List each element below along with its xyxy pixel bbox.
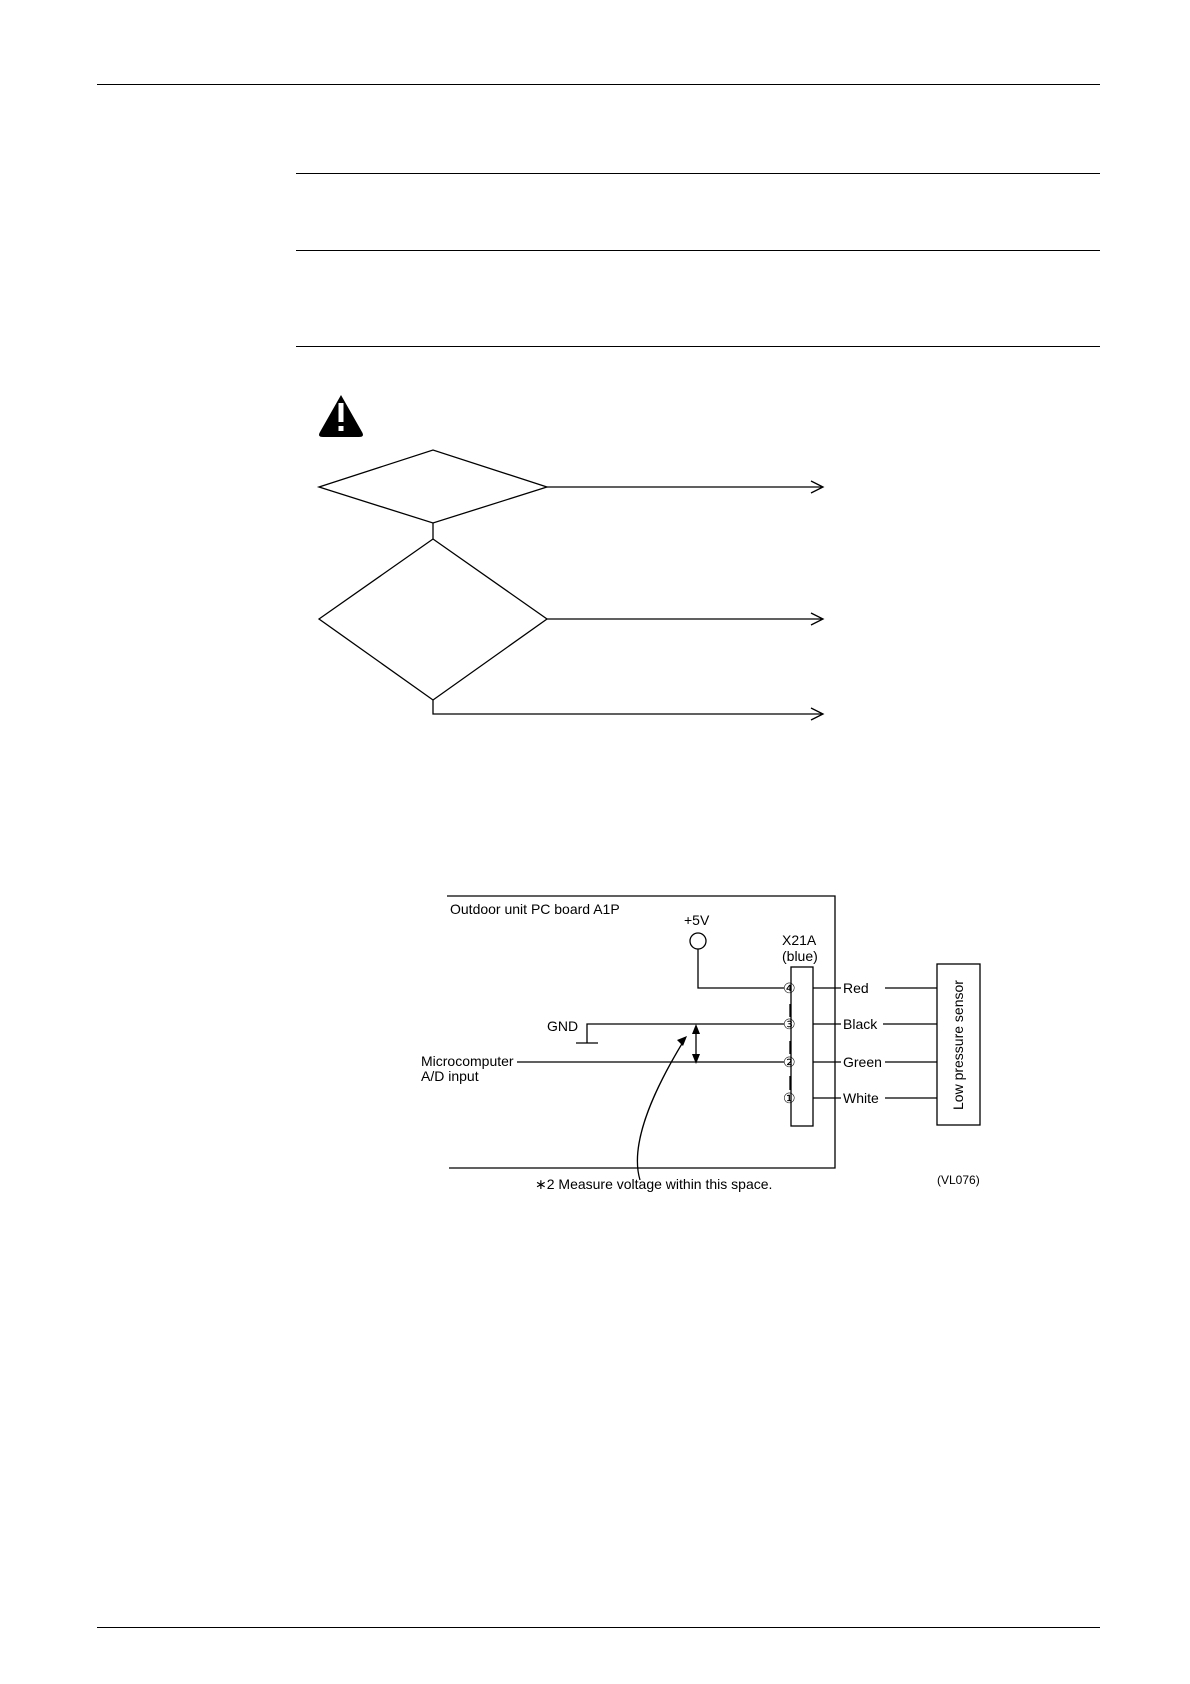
figure-code: (VL076) bbox=[937, 1173, 980, 1187]
supply-label: +5V bbox=[684, 912, 710, 928]
wire-black-label: Black bbox=[843, 1016, 878, 1032]
board-label: Outdoor unit PC board A1P bbox=[450, 901, 620, 917]
sensor-label: Low pressure sensor bbox=[950, 980, 966, 1110]
gnd-label: GND bbox=[547, 1018, 579, 1034]
pc-board-outline bbox=[447, 896, 835, 1168]
measure-leader bbox=[637, 1042, 683, 1180]
ad-input-label-line1: Microcomputer bbox=[421, 1053, 514, 1069]
wire-white-label: White bbox=[843, 1090, 879, 1106]
ad-input-label-line2: A/D input bbox=[421, 1068, 479, 1084]
pin-4: ④ bbox=[783, 980, 796, 996]
connector-name: X21A bbox=[782, 932, 817, 948]
measure-note: ∗2 Measure voltage within this space. bbox=[535, 1176, 773, 1192]
wire-green-label: Green bbox=[843, 1054, 882, 1070]
pin-1: ① bbox=[783, 1090, 796, 1106]
connector-color: (blue) bbox=[782, 948, 818, 964]
wire-red-label: Red bbox=[843, 980, 869, 996]
pin-2: ② bbox=[783, 1054, 796, 1070]
supply-terminal bbox=[690, 933, 706, 949]
pin-3: ③ bbox=[783, 1016, 796, 1032]
